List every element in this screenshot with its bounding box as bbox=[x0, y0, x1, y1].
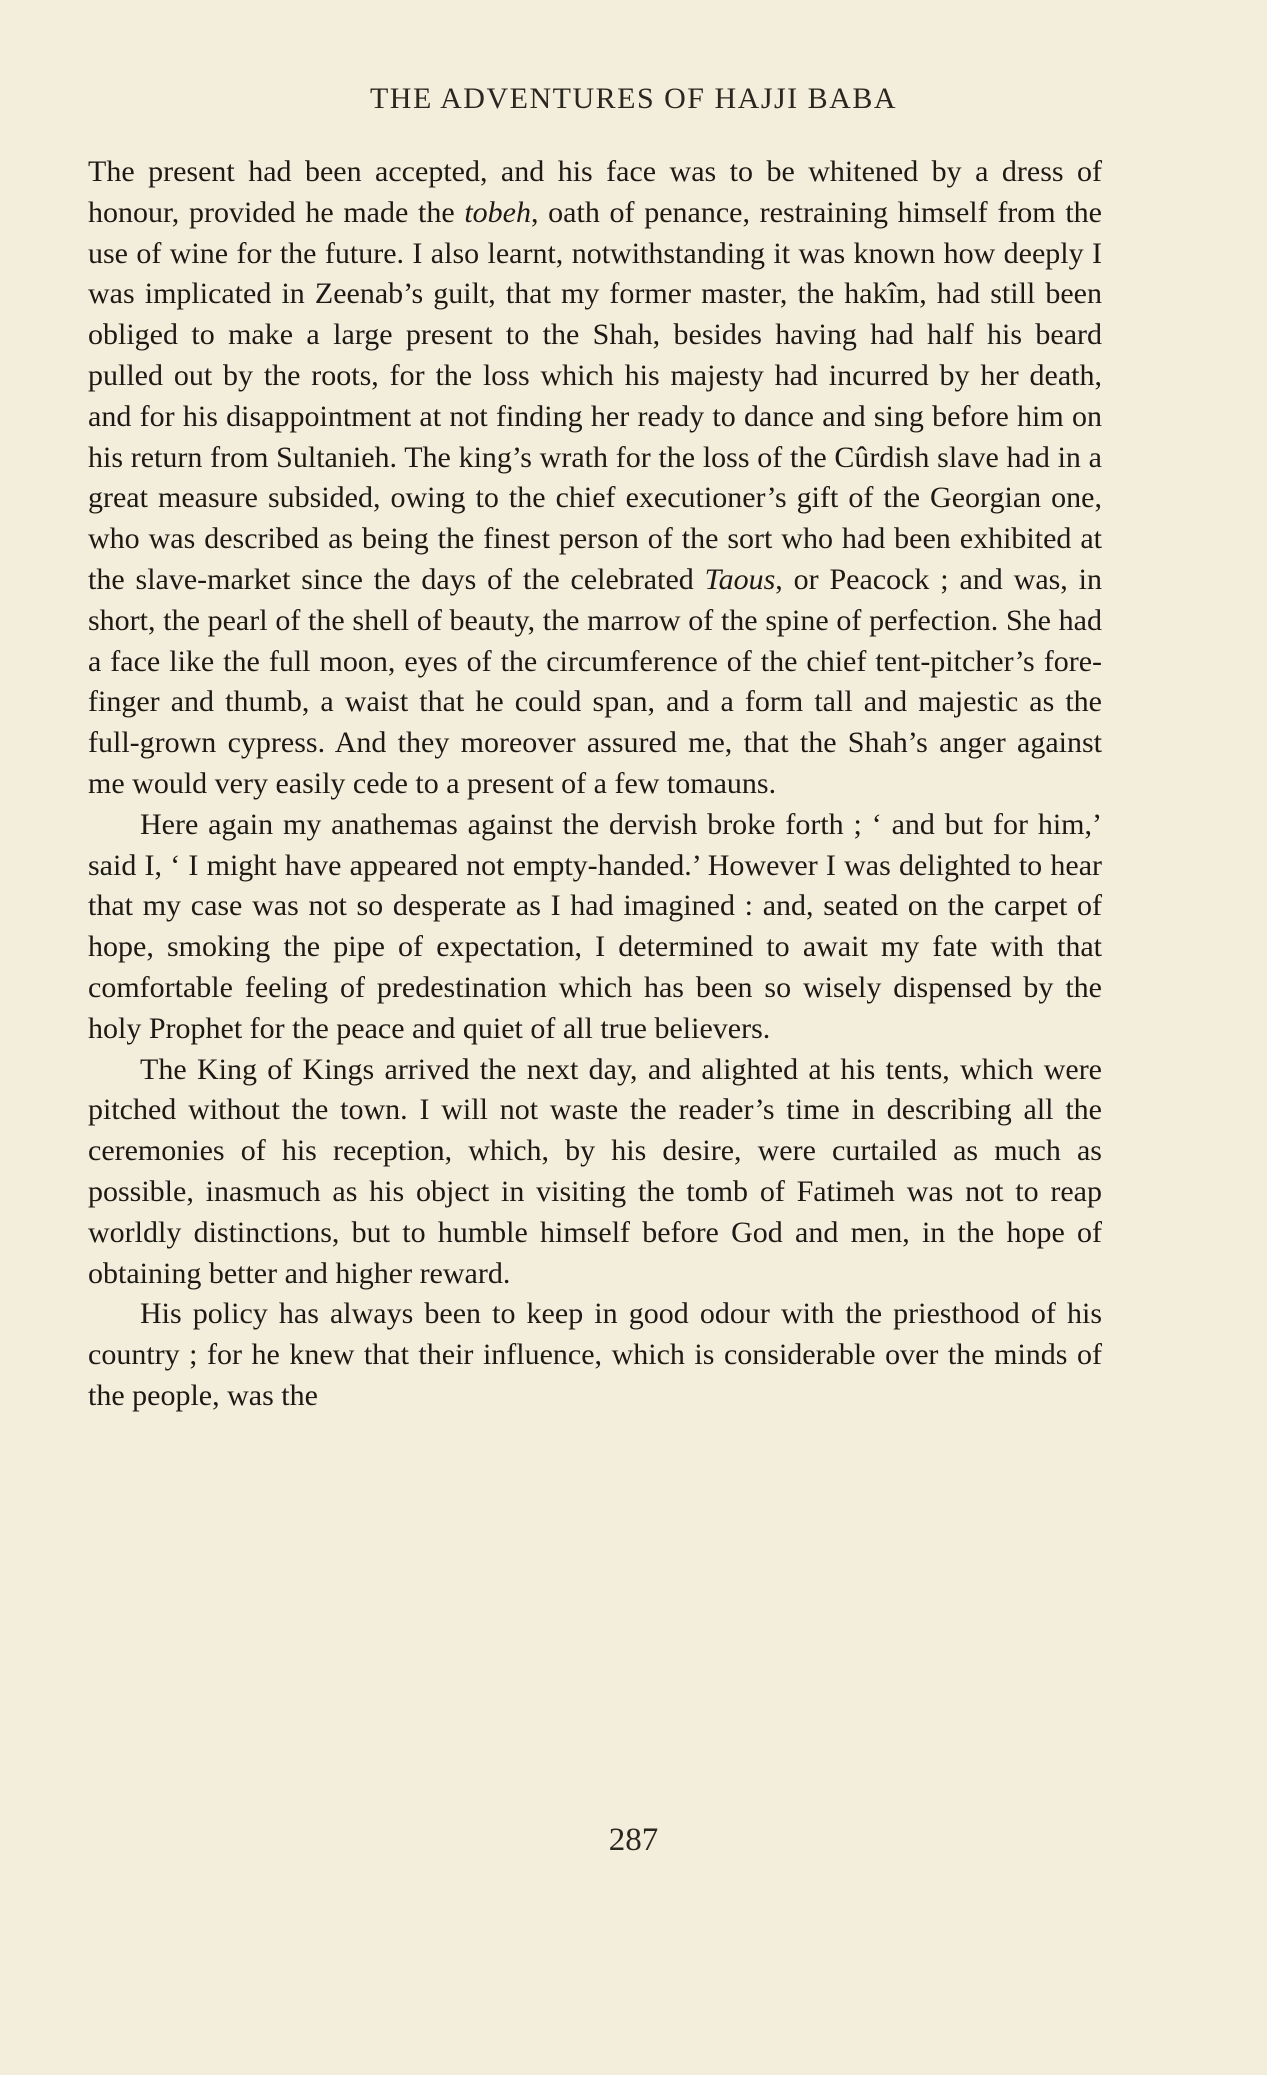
paragraph-1-text: The present had been accepted, and his face was to be whitened by a dress of honour, provided he made the bbox=[88, 155, 1102, 229]
paragraph-4 bbox=[88, 1294, 1102, 1416]
italic-term-tobeh: tobeh bbox=[464, 195, 531, 229]
running-head: THE ADVENTURES OF HAJJI BABA bbox=[369, 82, 898, 115]
paragraph-3 bbox=[88, 1050, 1102, 1295]
paragraph-2-text: Here again my anathemas against the dervish broke forth ; ‘ and but for him,’ said I, ‘ I might have appeared not empty-handed.’ However I was delighted to hear that my case was not so desperate as I had imagined : and, seated on the carpet of hope, smoking the pipe of expectation, I determined to await my fate with that comfortable feeling of predestination which has been so wisely dispensed by the holy Prophet for the peace and quiet of all true believers. bbox=[88, 807, 1102, 1045]
page-number: 287 bbox=[608, 1822, 659, 1858]
italic-term-taous: Taous bbox=[704, 562, 776, 596]
paragraph-3-text: The King of Kings arrived the next day, and alighted at his tents, which were pitched without the town. I will not waste the reader’s time in describing all the ceremonies of his reception, which, by his desire, were curtailed as much as possible, inasmuch as his object in visiting the tomb of Fatimeh was not to reap worldly distinctions, but to humble himself before God and men, in the hope of obtaining better and higher reward. bbox=[88, 1052, 1102, 1290]
paragraph-1-text: , or Peacock ; and was, in short, the pearl of the shell of beauty, the marrow of the spine of perfection. She had a face like the full moon, eyes of the circumference of the chief tent-pitcher’s fore-finger and thumb, a waist that he could span, and a form tall and majestic as the full-grown cypress. And they moreover assured me, that the Shah’s anger against me would very easily cede to a present of a few tomauns. bbox=[88, 562, 1103, 800]
paragraph-1-text: , oath of penance, restraining himself from the use of wine for the future. I also learnt, notwithstanding it was known how deeply I was implicated in Zeenab’s guilt, that my former master, the hakîm, had still been obliged to make a large present to the Shah, besides having had half his beard pulled out by the roots, for the loss which his majesty had incurred by her death, and for his disappointment at not finding her ready to dance and sing before him on his return from Sultanieh. The king’s wrath for the loss of the Cûrdish slave had in a great measure subsided, owing to the chief executioner’s gift of the Georgian one, who was described as being the finest person of the sort who had been exhibited at the slave-market since the days of the celebrated bbox=[88, 195, 1102, 596]
paragraph-2 bbox=[88, 805, 1102, 1050]
paragraph-1 bbox=[88, 152, 1102, 805]
paragraph-4-text: His policy has always been to keep in good odour with the priesthood of his country ; for he knew that their influence, which is considerable over the minds of the people, was the bbox=[88, 1297, 1102, 1412]
body-text bbox=[88, 152, 1102, 1417]
